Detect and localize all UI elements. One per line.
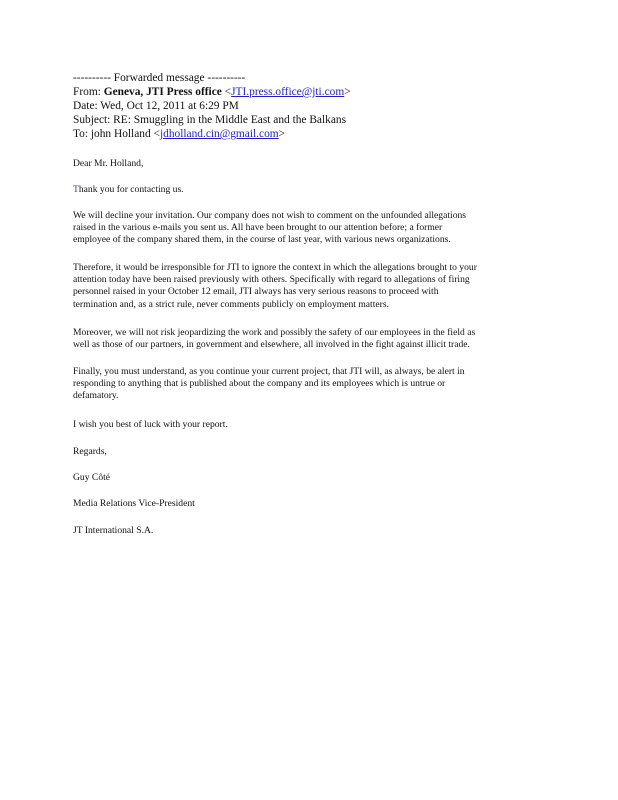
paragraph-line: Moreover, we will not risk jeopardizing the work and possibly the safety of our employees in the field as — [73, 327, 476, 338]
paragraph-line: employee of the company shared them, in the course of last year, with various news organizations. — [73, 234, 451, 246]
thanks-text: hank you for contacting us. — [78, 184, 184, 195]
subject-line: Subject: RE: Smuggling in the Middle East and the Balkans — [73, 114, 347, 126]
company-name: JT International S.A. — [73, 525, 154, 536]
from-name: Geneva, JTI Press office — [103, 86, 222, 98]
paragraph-line: attention today have been raised previously with others. Specifically with regard to allegations of firing — [73, 274, 470, 286]
to-label: To: john Holland — [73, 128, 154, 140]
thanks-paragraph — [73, 184, 184, 196]
paragraph-line: well as those of our partners, in government and elsewhere, all involved in the fight against illicit trade. — [73, 339, 470, 351]
signer-name: Guy Côté — [73, 472, 111, 483]
paragraph-line: Finally, you must understand, as you continue your current project, that JTI will, as always, be alert in — [73, 366, 465, 377]
paragraph-line: responding to anything that is published about the company and its employees which is untrue or — [73, 378, 446, 390]
paragraph-therefore — [73, 262, 477, 311]
paragraph-line: personnel raised in your October 12 email, JTI always has very serious reasons to proceed with — [73, 286, 439, 298]
paragraph-line: Therefore, it would be irresponsible for JTI to ignore the context in which the allegations brought to your — [73, 262, 477, 273]
paragraph-finally — [73, 366, 465, 403]
signer-title: Media Relations Vice-President — [73, 498, 195, 509]
from-line: From: Geneva, JTI Press office <JTI.press.office@jti.com> — [73, 86, 351, 98]
paragraph-line: defamatory. — [73, 390, 119, 402]
greeting: Dear Mr. Holland, — [73, 158, 144, 169]
regards: Regards, — [73, 446, 107, 457]
paragraph-line: raised in the various e-mails you sent us. All have been brought to our attention before; a former — [73, 222, 443, 234]
paragraph-decline — [73, 210, 466, 247]
date-line: Date: Wed, Oct 12, 2011 at 6:29 PM — [73, 100, 239, 112]
paragraph-moreover — [73, 327, 475, 351]
forwarded-line: ---------- Forwarded message ---------- — [73, 72, 246, 84]
to-email-link[interactable]: jdholland.cin@gmail.com — [159, 128, 279, 140]
thanks-initial: T — [73, 184, 79, 195]
to-line: To: john Holland <jdholland.cin@gmail.com> — [73, 128, 286, 140]
closing-wish: I wish you best of luck with your report. — [73, 419, 228, 430]
paragraph-line: We will decline your invitation. Our company does not wish to comment on the unfounded allegations — [73, 210, 467, 221]
paragraph-line: termination and, as a strict rule, never comments publicly on employment matters. — [73, 298, 389, 310]
from-label: From: — [73, 86, 104, 98]
from-email-link[interactable]: JTI.press.office@jti.com — [231, 86, 345, 98]
